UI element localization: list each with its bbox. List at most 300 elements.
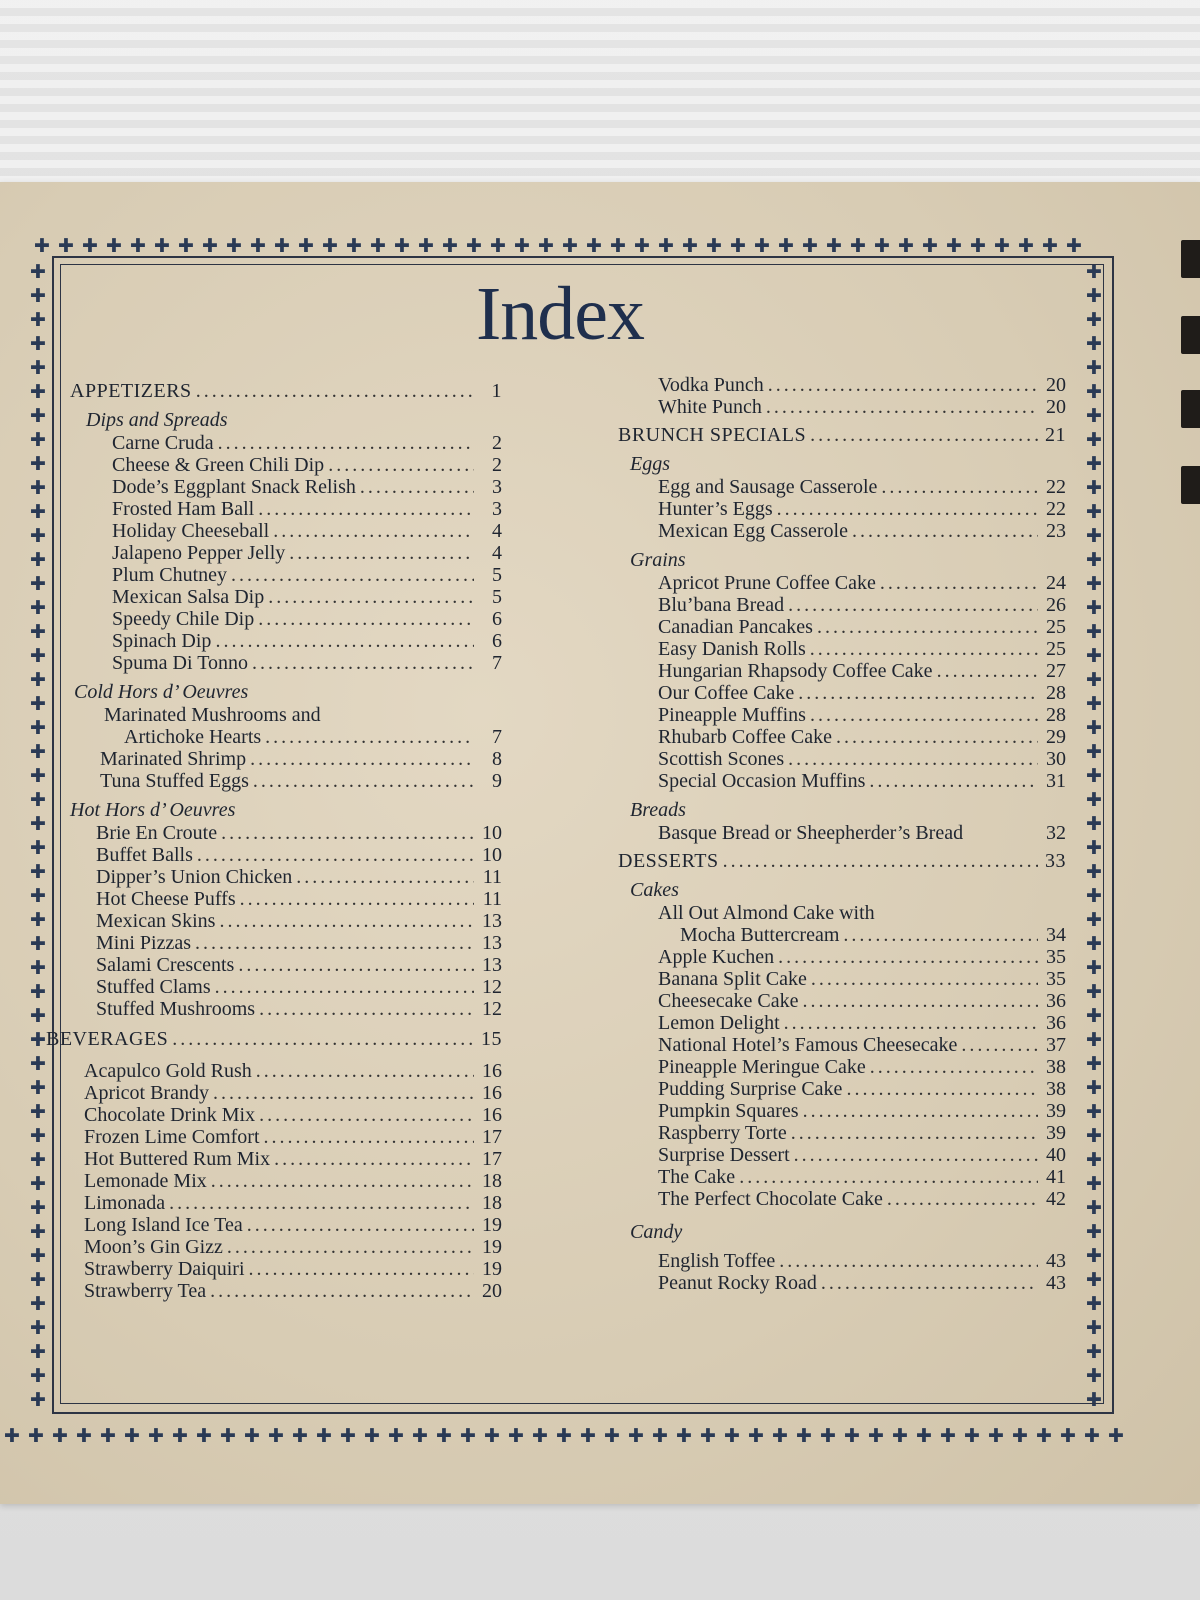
page-number: 38: [1046, 1056, 1066, 1078]
cross-ornament-icon: ✚: [1086, 1197, 1102, 1219]
cross-ornament-icon: ✚: [1086, 1245, 1102, 1267]
binder-holes: [1181, 240, 1200, 540]
index-entry: [618, 1122, 1066, 1144]
entry-name: Hot Cheese Puffs: [96, 888, 236, 910]
section-label: APPETIZERS: [70, 380, 192, 402]
page-number: 25: [1046, 616, 1066, 638]
section-brunch: [618, 424, 1066, 446]
page-number: 30: [1046, 748, 1066, 770]
cross-ornament-icon: ✚: [1012, 1425, 1028, 1447]
cross-ornament-icon: ✚: [1086, 621, 1102, 643]
index-entry: [70, 932, 502, 954]
entry-name: Mexican Egg Casserole: [658, 520, 848, 542]
page-number: 11: [482, 866, 502, 888]
leader-dots: [227, 1236, 474, 1258]
page-number: 39: [1046, 1122, 1066, 1144]
binder-hole: [1181, 466, 1200, 504]
leader-dots: [258, 608, 474, 630]
page-number: 13: [482, 910, 502, 932]
page-number: 6: [492, 630, 502, 652]
index-entry: [618, 726, 1066, 748]
leader-dots: [766, 396, 1038, 418]
cross-ornament-icon: ✚: [988, 1425, 1004, 1447]
index-entry: [70, 1148, 502, 1170]
cross-ornament-icon: ✚: [30, 741, 46, 763]
entry-name: Cheesecake Cake: [658, 990, 799, 1012]
entry-name: Moon’s Gin Gizz: [84, 1236, 223, 1258]
leader-dots: [778, 946, 1038, 968]
cross-ornament-icon: ✚: [490, 235, 506, 257]
index-entry: [70, 910, 502, 932]
cross-ornament-icon: ✚: [30, 333, 46, 355]
entry-name: Stuffed Mushrooms: [96, 998, 256, 1020]
page-number: 19: [482, 1236, 502, 1258]
entry-name: Mexican Skins: [96, 910, 216, 932]
entry-name: Basque Bread or Sheepherder’s Bread: [658, 822, 964, 844]
cross-ornament-icon: ✚: [30, 1077, 46, 1099]
cross-ornament-icon: ✚: [30, 309, 46, 331]
page-number: 35: [1046, 946, 1066, 968]
cross-ornament-icon: ✚: [28, 1425, 44, 1447]
index-entry: [70, 476, 502, 498]
entry-name: Marinated Shrimp: [100, 748, 247, 770]
cross-ornament-icon: ✚: [30, 957, 46, 979]
page-number: 10: [482, 844, 502, 866]
cross-ornament-icon: ✚: [586, 235, 602, 257]
cross-ornament-icon: ✚: [1084, 1425, 1100, 1447]
cross-ornament-icon: ✚: [30, 981, 46, 1003]
cross-ornament-icon: ✚: [1086, 717, 1102, 739]
leader-dots: [777, 498, 1038, 520]
cross-ornament-icon: ✚: [1086, 549, 1102, 571]
cross-ornament-icon: ✚: [30, 1005, 46, 1027]
index-entry: [70, 1258, 502, 1280]
entry-name: Frozen Lime Comfort: [84, 1126, 260, 1148]
index-entry: [618, 682, 1066, 704]
cross-ornament-icon: ✚: [226, 235, 242, 257]
entry-name: Apple Kuchen: [658, 946, 775, 968]
cross-ornament-icon: ✚: [754, 235, 770, 257]
entry-name: Cheese & Green Chili Dip: [112, 454, 325, 476]
entry-name: Hunter’s Eggs: [658, 498, 773, 520]
cross-ornament-icon: ✚: [1086, 957, 1102, 979]
leader-dots: [810, 424, 1038, 446]
cross-ornament-icon: ✚: [970, 235, 986, 257]
leader-dots: [836, 726, 1038, 748]
leader-dots: [215, 976, 474, 998]
index-entry: [70, 1192, 502, 1214]
cross-ornament-icon: ✚: [772, 1425, 788, 1447]
leader-dots: [219, 910, 474, 932]
cross-ornament-icon: ✚: [30, 525, 46, 547]
cross-ornament-icon: ✚: [30, 1341, 46, 1363]
entry-name: Long Island Ice Tea: [84, 1214, 243, 1236]
subsection-cold: Cold Hors d’ Oeuvres: [74, 681, 249, 703]
cross-ornament-icon: ✚: [874, 235, 890, 257]
cross-ornament-icon: ✚: [1086, 1341, 1102, 1363]
leader-dots: [811, 968, 1038, 990]
leader-dots: [887, 1188, 1038, 1210]
leader-dots: [250, 748, 474, 770]
cross-ornament-icon: ✚: [820, 1425, 836, 1447]
entry-name: Marinated Mushrooms and: [104, 704, 321, 726]
index-entry: [618, 770, 1066, 792]
leader-dots: [798, 682, 1038, 704]
cross-ornament-icon: ✚: [30, 717, 46, 739]
leader-dots: [779, 1250, 1038, 1272]
leader-dots: [268, 586, 474, 608]
cross-ornament-icon: ✚: [778, 235, 794, 257]
cross-ornament-icon: ✚: [1086, 1005, 1102, 1027]
leader-dots: [273, 520, 474, 542]
index-entry: [70, 1060, 502, 1082]
entry-name: Buffet Balls: [96, 844, 193, 866]
page-number: 32: [1046, 822, 1066, 844]
cross-ornament-icon: ✚: [1086, 357, 1102, 379]
cross-ornament-icon: ✚: [1086, 789, 1102, 811]
dips-list: [70, 432, 502, 674]
leader-dots: [810, 704, 1038, 726]
cross-ornament-icon: ✚: [604, 1425, 620, 1447]
leader-dots: [172, 1028, 474, 1050]
cross-ornament-icon: ✚: [748, 1425, 764, 1447]
cross-ornament-icon: ✚: [682, 235, 698, 257]
index-entry: [70, 866, 502, 888]
page-number: 36: [1046, 990, 1066, 1012]
entry-name: Tuna Stuffed Eggs: [100, 770, 249, 792]
cross-ornament-icon: ✚: [30, 933, 46, 955]
cross-ornament-icon: ✚: [30, 1125, 46, 1147]
index-entry: [618, 594, 1066, 616]
leader-dots: [197, 844, 474, 866]
page-number: 16: [482, 1060, 502, 1082]
cross-ornament-icon: ✚: [1066, 235, 1082, 257]
cross-ornament-icon: ✚: [724, 1425, 740, 1447]
index-entry: [618, 1144, 1066, 1166]
page-number: 9: [492, 770, 502, 792]
cross-ornament-icon: ✚: [484, 1425, 500, 1447]
entry-name: Pineapple Meringue Cake: [658, 1056, 866, 1078]
cross-ornament-icon: ✚: [964, 1425, 980, 1447]
index-entry: [70, 976, 502, 998]
page-number: 20: [482, 1280, 502, 1302]
cross-ornament-icon: ✚: [172, 1425, 188, 1447]
section-desserts: [618, 850, 1066, 872]
leader-dots: [870, 1056, 1038, 1078]
leader-dots: [231, 564, 474, 586]
cross-ornament-icon: ✚: [130, 235, 146, 257]
leader-dots: [218, 432, 474, 454]
cross-ornament-icon: ✚: [868, 1425, 884, 1447]
cross-ornament-icon: ✚: [178, 235, 194, 257]
leader-dots: [256, 1060, 474, 1082]
entry-name: Pudding Surprise Cake: [658, 1078, 843, 1100]
cross-ornament-icon: ✚: [30, 285, 46, 307]
leader-dots: [169, 1192, 474, 1214]
cross-ornament-icon: ✚: [1086, 933, 1102, 955]
section-label: BEVERAGES: [46, 1028, 169, 1050]
leader-dots: [784, 1012, 1038, 1034]
page-number: 7: [492, 726, 502, 748]
page-number: 31: [1046, 770, 1066, 792]
cross-ornament-icon: ✚: [562, 235, 578, 257]
leader-dots: [240, 888, 474, 910]
page-number: 7: [492, 652, 502, 674]
cross-ornament-icon: ✚: [394, 235, 410, 257]
cross-ornament-icon: ✚: [30, 597, 46, 619]
subsection-cakes: Cakes: [630, 879, 679, 901]
cross-ornament-icon: ✚: [442, 235, 458, 257]
entry-name: Plum Chutney: [112, 564, 228, 586]
index-entry: [70, 954, 502, 976]
leader-dots: [215, 630, 474, 652]
index-entry: [70, 770, 502, 792]
entry-name: Canadian Pancakes: [658, 616, 813, 638]
entry-name: Frosted Ham Ball: [112, 498, 255, 520]
cross-ornament-icon: ✚: [1086, 861, 1102, 883]
index-entry: [618, 1188, 1066, 1210]
index-entry: [70, 432, 502, 454]
entry-name: Artichoke Hearts: [124, 726, 262, 748]
cross-ornament-icon: ✚: [916, 1425, 932, 1447]
cross-ornament-icon: ✚: [346, 235, 362, 257]
cross-ornament-icon: ✚: [292, 1425, 308, 1447]
cross-ornament-icon: ✚: [1086, 885, 1102, 907]
candy-list: [618, 1250, 1066, 1294]
leader-dots: [803, 1100, 1038, 1122]
cross-ornament-icon: ✚: [1086, 597, 1102, 619]
entry-name: Blu’bana Bread: [658, 594, 785, 616]
leader-dots: [881, 476, 1038, 498]
cross-ornament-icon: ✚: [844, 1425, 860, 1447]
page-number: 19: [482, 1258, 502, 1280]
leader-dots: [360, 476, 474, 498]
page-number: 36: [1046, 1012, 1066, 1034]
entry-name: Lemonade Mix: [84, 1170, 207, 1192]
index-entry: [70, 726, 502, 748]
leader-dots: [264, 1126, 474, 1148]
index-entry: [618, 1250, 1066, 1272]
entry-name: Peanut Rocky Road: [658, 1272, 817, 1294]
leader-dots: [249, 1258, 474, 1280]
page-number: 40: [1046, 1144, 1066, 1166]
index-entry: [618, 1012, 1066, 1034]
cross-ornament-icon: ✚: [1086, 501, 1102, 523]
leader-dots: [723, 850, 1038, 872]
cross-ornament-icon: ✚: [1086, 1221, 1102, 1243]
cross-ornament-icon: ✚: [30, 1101, 46, 1123]
leader-dots: [213, 1082, 474, 1104]
page-number: 38: [1046, 1078, 1066, 1100]
page-number: 20: [1046, 374, 1066, 396]
index-entry: [618, 396, 1066, 418]
cross-ornament-icon: ✚: [556, 1425, 572, 1447]
entry-name: Spinach Dip: [112, 630, 212, 652]
index-entry: [618, 1034, 1066, 1056]
page-number: 16: [482, 1104, 502, 1126]
page-number: 15: [481, 1028, 502, 1050]
cross-ornament-icon: ✚: [1086, 429, 1102, 451]
cross-ornament-icon: ✚: [1086, 525, 1102, 547]
index-entry: [70, 608, 502, 630]
entry-name: Strawberry Tea: [84, 1280, 207, 1302]
cross-ornament-icon: ✚: [196, 1425, 212, 1447]
index-entry: [70, 498, 502, 520]
cross-ornament-icon: ✚: [994, 235, 1010, 257]
entry-name: Mini Pizzas: [96, 932, 191, 954]
page-number: 25: [1046, 638, 1066, 660]
index-entry: [618, 616, 1066, 638]
page-number: 22: [1046, 498, 1066, 520]
index-entry: [618, 638, 1066, 660]
index-entry: [618, 990, 1066, 1012]
index-entry: [618, 704, 1066, 726]
cross-ornament-icon: ✚: [298, 235, 314, 257]
index-entry: [70, 1126, 502, 1148]
cross-ornament-icon: ✚: [52, 1425, 68, 1447]
cross-ornament-icon: ✚: [1086, 1101, 1102, 1123]
cross-ornament-icon: ✚: [1086, 909, 1102, 931]
cross-ornament-icon: ✚: [30, 1293, 46, 1315]
index-entry: [70, 1104, 502, 1126]
cross-ornament-icon: ✚: [1036, 1425, 1052, 1447]
page-number: 13: [482, 932, 502, 954]
index-entry: [618, 1100, 1066, 1122]
index-entry: [70, 888, 502, 910]
leader-dots: [210, 1280, 474, 1302]
cross-ornament-icon: ✚: [1086, 1053, 1102, 1075]
index-entry: [70, 1236, 502, 1258]
page-title: Index: [475, 272, 645, 356]
page-number: 19: [482, 1214, 502, 1236]
entry-name: Stuffed Clams: [96, 976, 211, 998]
index-entry: [70, 822, 502, 844]
cross-ornament-icon: ✚: [826, 235, 842, 257]
binder-cover-sheen: [0, 0, 1200, 200]
cross-ornament-icon: ✚: [706, 235, 722, 257]
leader-dots: [289, 542, 474, 564]
cross-ornament-icon: ✚: [30, 837, 46, 859]
entry-name: Salami Crescents: [96, 954, 235, 976]
subsection-grains: Grains: [630, 549, 686, 571]
cross-ornament-icon: ✚: [1086, 453, 1102, 475]
page-number: 41: [1046, 1166, 1066, 1188]
cross-ornament-icon: ✚: [1086, 837, 1102, 859]
leader-dots: [274, 1148, 474, 1170]
binder-hole: [1181, 316, 1200, 354]
cross-ornament-icon: ✚: [580, 1425, 596, 1447]
leader-dots: [961, 1034, 1038, 1056]
cross-ornament-icon: ✚: [802, 235, 818, 257]
page-number: 2: [492, 432, 502, 454]
index-entry: [618, 476, 1066, 498]
leader-dots: [253, 770, 474, 792]
entry-name: The Cake: [658, 1166, 736, 1188]
cross-ornament-icon: ✚: [1086, 1293, 1102, 1315]
cross-ornament-icon: ✚: [946, 235, 962, 257]
leader-dots: [739, 1166, 1038, 1188]
entry-name: Pineapple Muffins: [658, 704, 806, 726]
index-entry: [618, 374, 1066, 396]
cross-ornament-icon: ✚: [30, 693, 46, 715]
index-entry: [70, 630, 502, 652]
leader-dots: [802, 990, 1038, 1012]
cross-ornament-icon: ✚: [412, 1425, 428, 1447]
index-entry: [618, 1056, 1066, 1078]
entry-name: Vodka Punch: [658, 374, 764, 396]
page-number: 4: [492, 520, 502, 542]
cross-ornament-icon: ✚: [340, 1425, 356, 1447]
page-number: 42: [1046, 1188, 1066, 1210]
index-entry: [618, 498, 1066, 520]
entry-name: Apricot Prune Coffee Cake: [658, 572, 876, 594]
cross-ornament-icon: ✚: [1086, 381, 1102, 403]
cross-ornament-icon: ✚: [1086, 693, 1102, 715]
cross-ornament-icon: ✚: [30, 1245, 46, 1267]
index-entry: [618, 822, 1066, 844]
page-number: 1: [491, 380, 502, 402]
leader-dots: [328, 454, 474, 476]
page-number: 27: [1046, 660, 1066, 682]
cross-ornament-icon: ✚: [30, 645, 46, 667]
index-entry: [70, 1170, 502, 1192]
page-number: 12: [482, 976, 502, 998]
entry-name: Carne Cruda: [112, 432, 214, 454]
cross-ornament-icon: ✚: [30, 1173, 46, 1195]
index-column-left: [46, 374, 502, 1302]
section-label: DESSERTS: [618, 850, 719, 872]
entry-name: Hungarian Rhapsody Coffee Cake: [658, 660, 933, 682]
leader-dots: [852, 520, 1038, 542]
index-entry: [618, 1272, 1066, 1294]
binder-hole: [1181, 390, 1200, 428]
cross-ornament-icon: ✚: [388, 1425, 404, 1447]
page-number: 18: [482, 1170, 502, 1192]
leader-dots: [221, 822, 474, 844]
page-number: 29: [1046, 726, 1066, 748]
cross-ornament-icon: ✚: [30, 1029, 46, 1051]
cross-ornament-icon: ✚: [1086, 573, 1102, 595]
index-entry: [618, 660, 1066, 682]
cross-ornament-icon: ✚: [30, 1365, 46, 1387]
cross-ornament-icon: ✚: [30, 765, 46, 787]
cross-ornament-icon: ✚: [532, 1425, 548, 1447]
entry-name: Apricot Brandy: [84, 1082, 209, 1104]
page-number: 43: [1046, 1272, 1066, 1294]
leader-dots: [768, 374, 1038, 396]
subsection-eggs: Eggs: [630, 453, 670, 475]
entry-name: Spuma Di Tonno: [112, 652, 249, 674]
leader-dots: [843, 924, 1038, 946]
entry-name: The Perfect Chocolate Cake: [658, 1188, 883, 1210]
entry-name: Jalapeno Pepper Jelly: [112, 542, 286, 564]
cross-ornament-icon: ✚: [1086, 741, 1102, 763]
cross-ornament-icon: ✚: [436, 1425, 452, 1447]
page-number: 2: [492, 454, 502, 476]
page-number: 43: [1046, 1250, 1066, 1272]
cross-ornament-icon: ✚: [1086, 1317, 1102, 1339]
leader-dots: [265, 726, 474, 748]
cross-ornament-icon: ✚: [322, 235, 338, 257]
cross-ornament-icon: ✚: [1086, 981, 1102, 1003]
subsection-candy: Candy: [630, 1221, 683, 1243]
cross-ornament-icon: ✚: [30, 789, 46, 811]
leader-dots: [238, 954, 474, 976]
leader-dots: [247, 1214, 474, 1236]
entry-name: Mocha Buttercream: [680, 924, 840, 946]
cross-ornament-icon: ✚: [30, 909, 46, 931]
cross-ornament-icon: ✚: [34, 235, 50, 257]
